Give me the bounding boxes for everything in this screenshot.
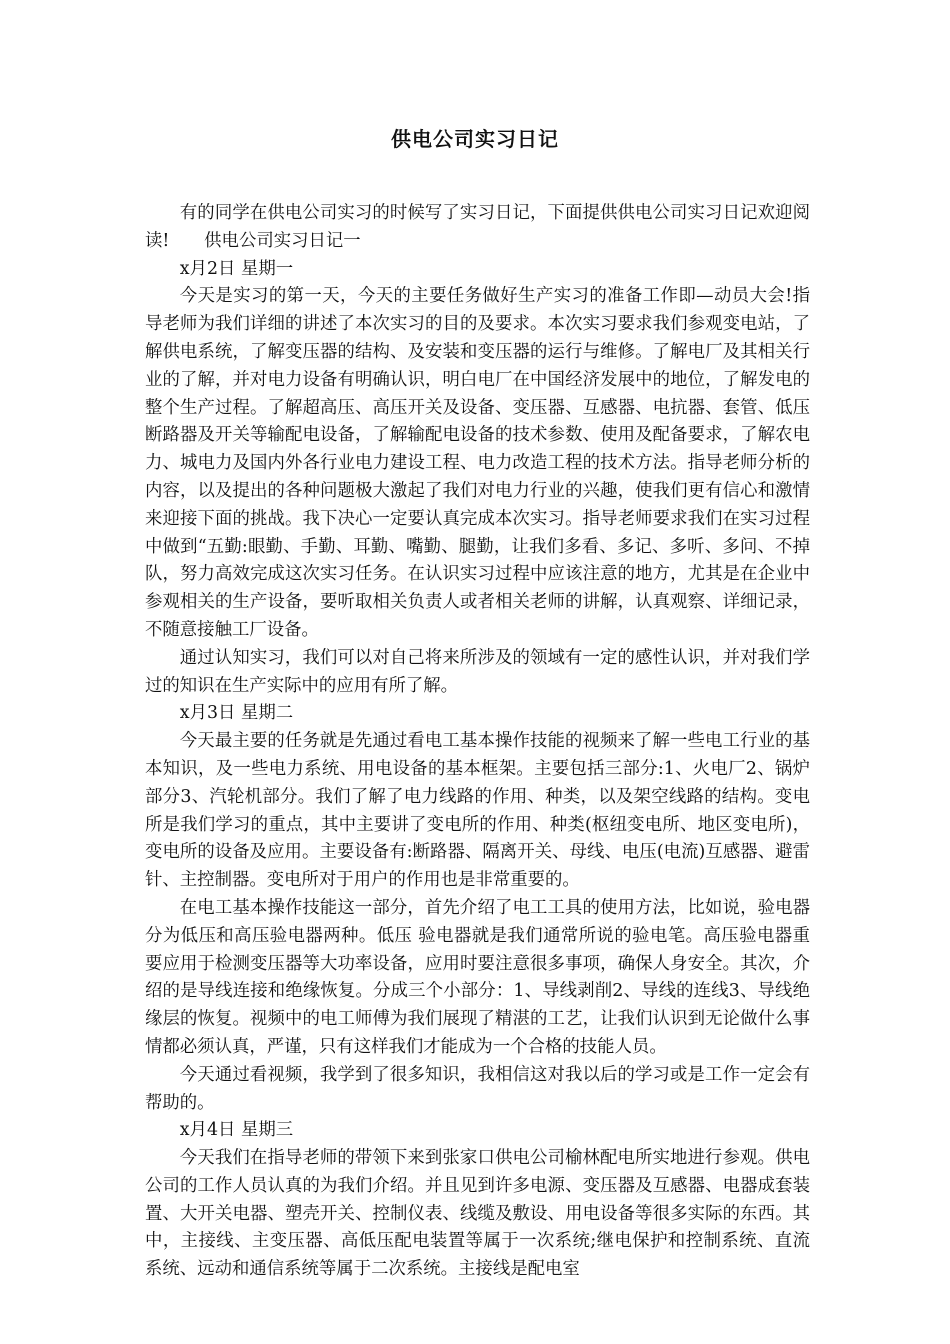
body-paragraph: 通过认知实习，我们可以对自己将来所涉及的领域有一定的感性认识，并对我们学过的知识在生产实际中的应用有所了解。: [145, 647, 810, 696]
body-paragraph: 今天通过看视频，我学到了很多知识，我相信这对我以后的学习或是工作一定会有帮助的。: [145, 1064, 810, 1113]
body-paragraph: 有的同学在供电公司实习的时候写了实习日记，下面提供供电公司实习日记欢迎阅读! 供电公司实习日记一: [145, 203, 810, 251]
body-paragraph: 在电工基本操作技能这一部分，首先介绍了电工工具的使用方法，比如说，验电器分为低压和高压验电器两种。低压 验电器就是我们通常所说的验电笔。高压验电器重要应用于检测变压器等大功率设备，应用时要注意很多事项，确保人身安全。其次，介绍的是导线连接和绝缘恢复。分成三个小部分：1、导线剥削2、导线的连线3、导线绝缘层的恢复。视频中的电工师傅为我们展现了精湛的工艺，让我们认识到无论做什么事情都必须认真，严谨，只有这样我们才能成为一个合格的技能人员。: [145, 897, 810, 1057]
diary-date-heading: x月2日 星期一: [179, 258, 294, 279]
diary-date-heading: x月4日 星期三: [179, 1120, 294, 1141]
body-paragraph: 今天我们在指导老师的带领下来到张家口供电公司榆林配电所实地进行参观。供电公司的工作人员认真的为我们介绍。并且见到许多电源、变压器及互感器、电器成套装置、大开关电器、塑壳开关、控制仪表、线缆及敷设、用电设备等很多实际的东西。其中，主接线、主变压器、高低压配电装置等属于一次系统;继电保护和控制系统、直流系统、远动和通信系统等属于二次系统。主接线是配电室: [145, 1148, 810, 1280]
diary-date-heading: x月3日 星期二: [179, 703, 294, 724]
document-title: 供电公司实习日记: [391, 127, 559, 151]
document-body: [145, 200, 810, 1284]
body-paragraph: 今天是实习的第一天，今天的主要任务做好生产实习的准备工作即—动员大会!指导老师为我们详细的讲述了本次实习的目的及要求。本次实习要求我们参观变电站，了解供电系统，了解变压器的结构、及安装和变压器的运行与维修。了解电厂及其相关行业的了解，并对电力设备有明确认识，明白电厂在中国经济发展中的地位，了解发电的整个生产过程。了解超高压、高压开关及设备、变压器、互感器、电抗器、套管、低压断路器及开关等输配电设备，了解输配电设备的技术参数、使用及配备要求，了解农电力、城电力及国内外各行业电力建设工程、电力改造工程的技术方法。指导老师分析的内容，以及提出的各种问题极大激起了我们对电力行业的兴趣，使我们更有信心和激情来迎接下面的挑战。我下决心一定要认真完成本次实习。指导老师要求我们在实习过程中做到“五勤:眼勤、手勤、耳勤、嘴勤、腿勤，让我们多看、多记、多听、多问、不掉队，努力高效完成这次实习任务。在认识实习过程中应该注意的地方，尤其是在企业中参观相关的生产设备，要听取相关负责人或者相关老师的讲解，认真观察、详细记录，不随意接触工厂设备。: [145, 286, 810, 640]
body-paragraph: 今天最主要的任务就是先通过看电工基本操作技能的视频来了解一些电工行业的基本知识，及一些电力系统、用电设备的基本框架。主要包括三部分:1、火电厂2、锅炉部分3、汽轮机部分。我们了解了电力线路的作用、种类，以及架空线路的结构。变电所是我们学习的重点，其中主要讲了变电所的作用、种类(枢纽变电所、地区变电所)，变电所的设备及应用。主要设备有:断路器、隔离开关、母线、电压(电流)互感器、避雷针、主控制器。变电所对于用户的作用也是非常重要的。: [145, 731, 810, 891]
